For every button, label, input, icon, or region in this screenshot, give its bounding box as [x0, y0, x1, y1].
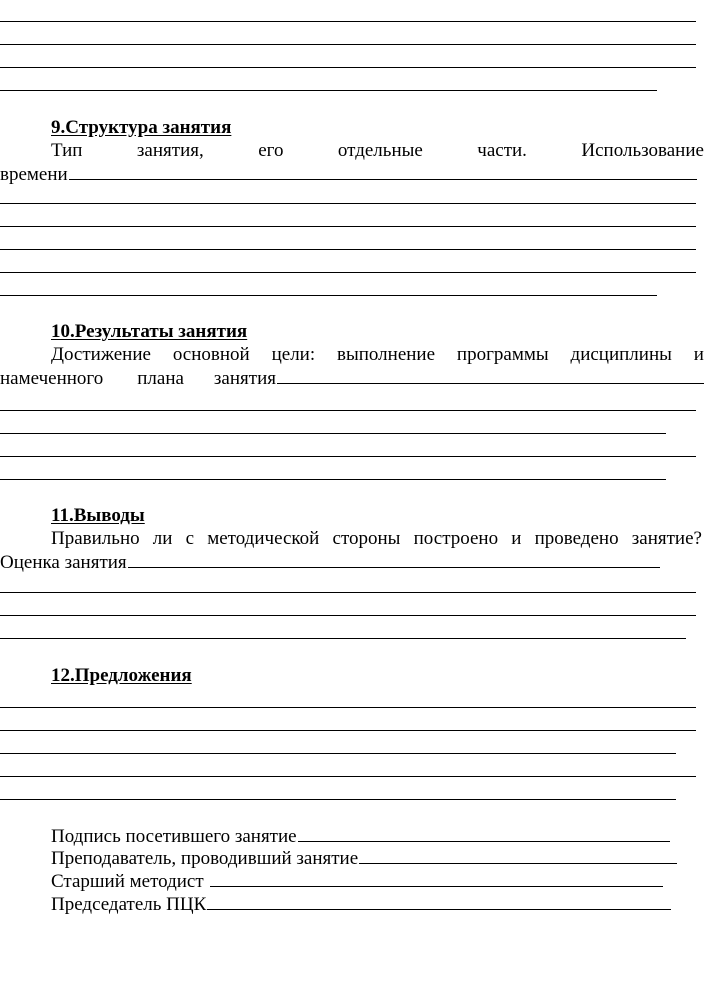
label: Оценка занятия: [0, 552, 127, 573]
signature-field[interactable]: [207, 893, 671, 910]
section-9-text: [51, 140, 704, 162]
word: отдельные: [337, 140, 423, 161]
word: ли: [152, 528, 173, 549]
signature-chair: [51, 893, 671, 916]
fill-line[interactable]: [69, 163, 697, 180]
blank-line: [0, 67, 696, 68]
blank-line: [0, 226, 696, 227]
word: проведено: [534, 528, 619, 549]
label: времени: [0, 164, 68, 185]
section-11-heading: 11.Выводы: [51, 505, 145, 526]
word: занятие?: [631, 528, 702, 549]
blank-line: [0, 203, 696, 204]
signature-field[interactable]: [210, 870, 663, 887]
section-11-line-2: [0, 551, 660, 574]
blank-line: [0, 44, 696, 45]
fill-line[interactable]: [277, 367, 704, 384]
blank-line: [0, 433, 666, 434]
section-11-text: [51, 528, 702, 550]
blank-line: [0, 21, 696, 22]
label: Подпись посетившего занятие: [51, 826, 297, 847]
word: Правильно: [51, 528, 140, 549]
word: его: [258, 140, 284, 161]
section-12-heading: 12.Предложения: [51, 665, 192, 686]
word: и: [511, 528, 522, 549]
word: стороны: [332, 528, 401, 549]
blank-line: [0, 592, 696, 593]
word: и: [693, 344, 704, 365]
word: Использование: [581, 140, 704, 161]
blank-line: [0, 272, 696, 273]
fill-line[interactable]: [128, 551, 660, 568]
word: с: [185, 528, 195, 549]
blank-line: [0, 730, 696, 731]
signature-field[interactable]: [298, 825, 670, 842]
label: Преподаватель, проводивший занятие: [51, 848, 359, 869]
blank-line: [0, 295, 657, 296]
word: программы: [456, 344, 549, 365]
word: цели:: [271, 344, 316, 365]
blank-line: [0, 707, 696, 708]
blank-line: [0, 410, 696, 411]
blank-line: [0, 90, 657, 91]
word: части.: [477, 140, 527, 161]
blank-line: [0, 776, 696, 777]
word: Тип: [51, 140, 83, 161]
blank-line: [0, 479, 666, 480]
blank-line: [0, 456, 696, 457]
blank-line: [0, 799, 676, 800]
blank-line: [0, 638, 686, 639]
word: методической: [207, 528, 320, 549]
section-10-text: [51, 344, 704, 366]
word: основной: [172, 344, 250, 365]
word: построено: [413, 528, 499, 549]
signature-methodist: [51, 870, 663, 893]
signature-teacher: [51, 847, 677, 870]
word: занятия,: [136, 140, 204, 161]
word: Достижение: [51, 344, 151, 365]
section-10-line-2: [0, 367, 704, 390]
word: плана: [137, 368, 184, 389]
signature-field[interactable]: [359, 847, 677, 864]
section-10-heading: 10.Результаты занятия: [51, 321, 248, 342]
section-9-heading: 9.Структура занятия: [51, 117, 232, 138]
label: Председатель ПЦК: [51, 894, 207, 915]
section-9-line-2: [0, 163, 697, 186]
signature-visitor: [51, 825, 670, 848]
blank-line: [0, 753, 676, 754]
word: занятия: [213, 368, 276, 389]
blank-line: [0, 615, 696, 616]
word: намеченного: [0, 368, 104, 389]
blank-line: [0, 249, 696, 250]
word: дисциплины: [570, 344, 672, 365]
label: Старший методист: [51, 871, 204, 892]
word: выполнение: [337, 344, 436, 365]
